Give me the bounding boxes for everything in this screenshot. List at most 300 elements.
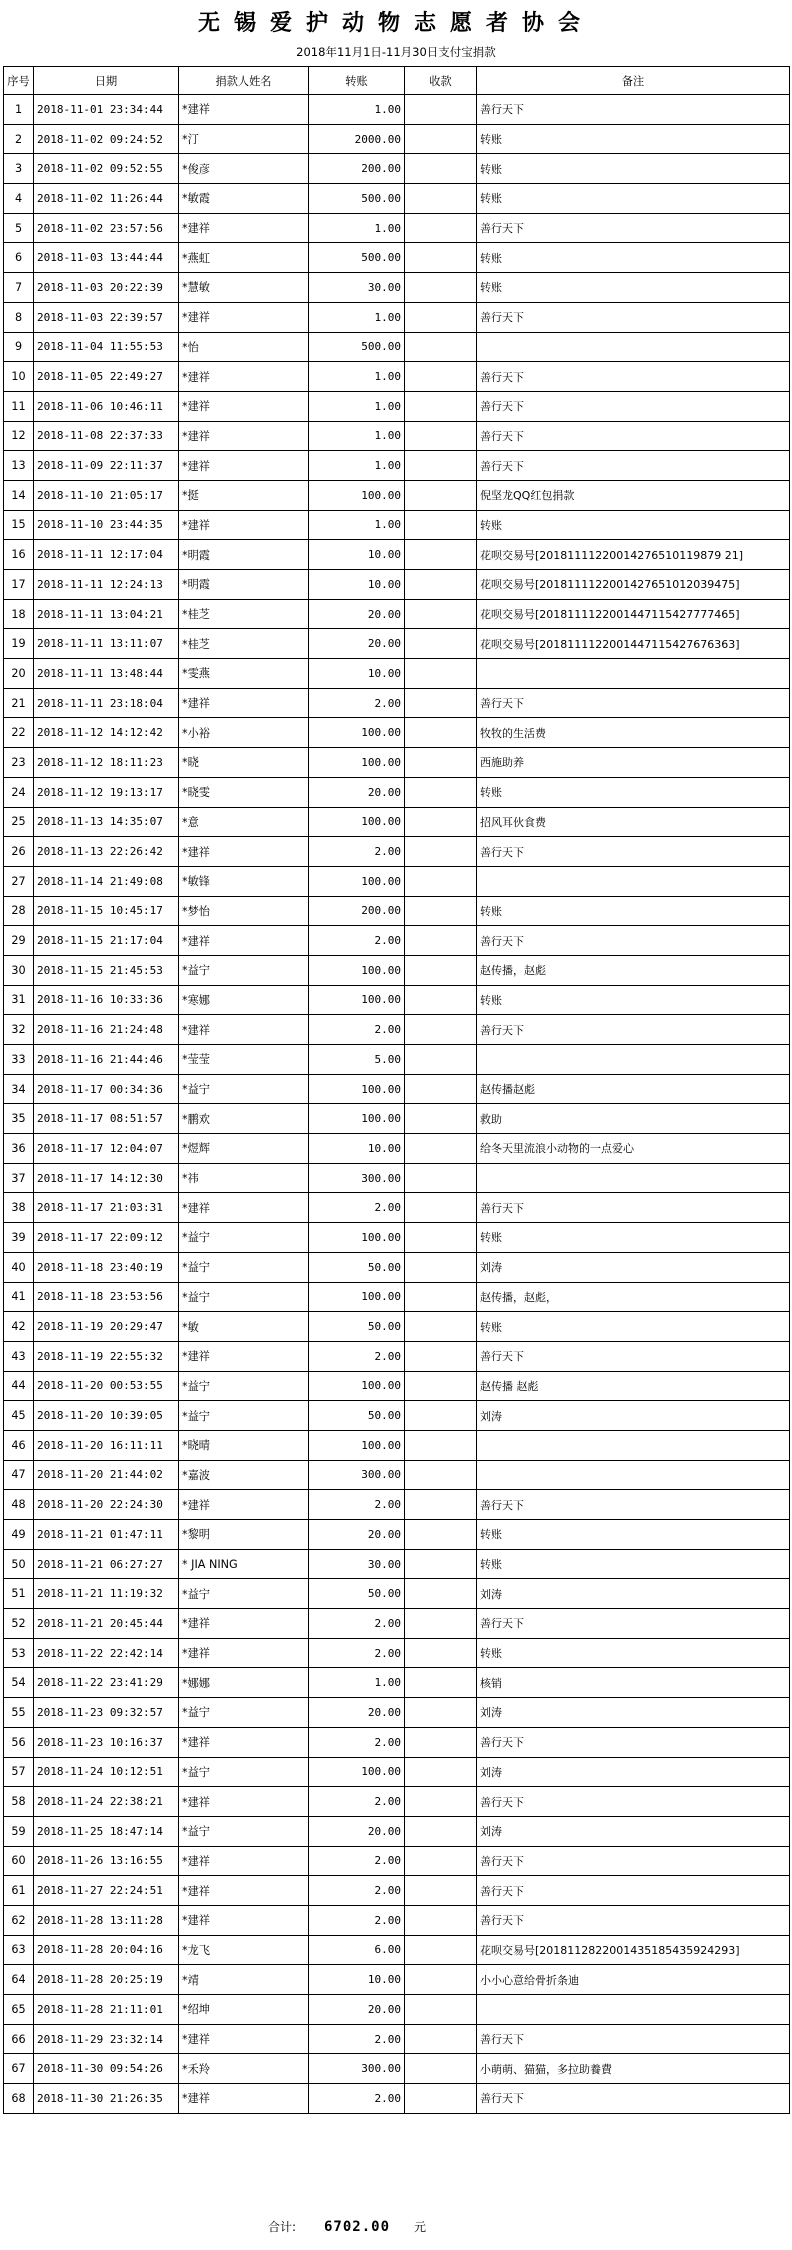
cell-seq: 59 — [4, 1816, 34, 1846]
table-row — [4, 480, 790, 510]
cell-cash — [405, 1134, 477, 1164]
cell-date: 2018-11-15 21:17:04 — [34, 926, 179, 956]
cell-note: 赵传播，赵彪， — [477, 1282, 790, 1312]
cell-note: 小萌萌、猫猫，多拉助養費 — [477, 2054, 790, 2084]
cell-cash — [405, 1787, 477, 1817]
cell-cash — [405, 124, 477, 154]
cell-note: 花呗交易号[2018111122001447115427777465] — [477, 599, 790, 629]
cell-seq: 30 — [4, 955, 34, 985]
cell-transfer: 1.00 — [309, 302, 405, 332]
cell-seq: 2 — [4, 124, 34, 154]
cell-note: 善行天下 — [477, 688, 790, 718]
cell-note: 刘涛 — [477, 1698, 790, 1728]
cell-name: *意 — [179, 807, 309, 837]
cell-note: 转账 — [477, 184, 790, 214]
cell-date: 2018-11-13 14:35:07 — [34, 807, 179, 837]
cell-cash — [405, 1104, 477, 1134]
cell-date: 2018-11-28 20:25:19 — [34, 1965, 179, 1995]
cell-seq: 17 — [4, 570, 34, 600]
cell-transfer: 2.00 — [309, 2024, 405, 2054]
cell-transfer: 20.00 — [309, 777, 405, 807]
cell-transfer: 2.00 — [309, 1905, 405, 1935]
cell-transfer: 100.00 — [309, 866, 405, 896]
cell-date: 2018-11-21 01:47:11 — [34, 1520, 179, 1550]
cell-date: 2018-11-11 23:18:04 — [34, 688, 179, 718]
cell-transfer: 1.00 — [309, 362, 405, 392]
cell-cash — [405, 1757, 477, 1787]
table-row — [4, 1282, 790, 1312]
cell-transfer: 10.00 — [309, 570, 405, 600]
cell-cash — [405, 570, 477, 600]
cell-name: *燕虹 — [179, 243, 309, 273]
table-row — [4, 1252, 790, 1282]
table-row — [4, 1520, 790, 1550]
cell-date: 2018-11-02 09:52:55 — [34, 154, 179, 184]
cell-transfer: 30.00 — [309, 273, 405, 303]
cell-name: *明霞 — [179, 540, 309, 570]
cell-note — [477, 659, 790, 689]
table-row — [4, 866, 790, 896]
cell-date: 2018-11-09 22:11:37 — [34, 451, 179, 481]
cell-name: *益宁 — [179, 1074, 309, 1104]
cell-date: 2018-11-26 13:16:55 — [34, 1846, 179, 1876]
cell-date: 2018-11-04 11:55:53 — [34, 332, 179, 362]
table-row — [4, 926, 790, 956]
cell-date: 2018-11-10 23:44:35 — [34, 510, 179, 540]
cell-note: 刘涛 — [477, 1816, 790, 1846]
cell-transfer: 20.00 — [309, 599, 405, 629]
cell-date: 2018-11-11 13:48:44 — [34, 659, 179, 689]
cell-note: 善行天下 — [477, 1727, 790, 1757]
cell-note — [477, 866, 790, 896]
cell-cash — [405, 1638, 477, 1668]
cell-cash — [405, 1816, 477, 1846]
cell-cash — [405, 777, 477, 807]
cell-transfer: 2.00 — [309, 1787, 405, 1817]
cell-seq: 62 — [4, 1905, 34, 1935]
cell-transfer: 2.00 — [309, 1727, 405, 1757]
cell-note: 转账 — [477, 1549, 790, 1579]
table-row — [4, 273, 790, 303]
table-row — [4, 629, 790, 659]
cell-transfer: 300.00 — [309, 1163, 405, 1193]
cell-seq: 26 — [4, 837, 34, 867]
cell-name: *明霞 — [179, 570, 309, 600]
cell-note: 赵传播，赵彪 — [477, 955, 790, 985]
cell-name: *煜辉 — [179, 1134, 309, 1164]
table-row — [4, 1579, 790, 1609]
cell-cash — [405, 1282, 477, 1312]
header-cash: 收款 — [405, 67, 477, 95]
cell-seq: 1 — [4, 95, 34, 125]
cell-note: 花呗交易号[2018111122001447115427676363] — [477, 629, 790, 659]
cell-transfer: 2.00 — [309, 837, 405, 867]
cell-cash — [405, 421, 477, 451]
cell-cash — [405, 154, 477, 184]
cell-date: 2018-11-24 10:12:51 — [34, 1757, 179, 1787]
cell-transfer: 10.00 — [309, 1134, 405, 1164]
cell-cash — [405, 362, 477, 392]
cell-note: 救助 — [477, 1104, 790, 1134]
cell-transfer: 2.00 — [309, 1341, 405, 1371]
cell-seq: 49 — [4, 1520, 34, 1550]
cell-seq: 55 — [4, 1698, 34, 1728]
cell-transfer: 20.00 — [309, 1816, 405, 1846]
cell-note: 善行天下 — [477, 926, 790, 956]
cell-seq: 28 — [4, 896, 34, 926]
cell-note: 转账 — [477, 777, 790, 807]
header-name: 捐款人姓名 — [179, 67, 309, 95]
cell-transfer: 2.00 — [309, 1609, 405, 1639]
cell-date: 2018-11-17 22:09:12 — [34, 1223, 179, 1253]
table-row — [4, 570, 790, 600]
cell-date: 2018-11-21 11:19:32 — [34, 1579, 179, 1609]
cell-name: *挺 — [179, 480, 309, 510]
cell-cash — [405, 1490, 477, 1520]
cell-date: 2018-11-20 10:39:05 — [34, 1401, 179, 1431]
cell-seq: 16 — [4, 540, 34, 570]
cell-seq: 44 — [4, 1371, 34, 1401]
table-row — [4, 896, 790, 926]
cell-date: 2018-11-10 21:05:17 — [34, 480, 179, 510]
table-row — [4, 688, 790, 718]
cell-cash — [405, 451, 477, 481]
cell-cash — [405, 1223, 477, 1253]
cell-name: * JIA NING — [179, 1549, 309, 1579]
cell-note: 善行天下 — [477, 302, 790, 332]
cell-transfer: 100.00 — [309, 480, 405, 510]
table-row — [4, 332, 790, 362]
table-body — [4, 95, 790, 2114]
cell-date: 2018-11-11 13:04:21 — [34, 599, 179, 629]
cell-cash — [405, 807, 477, 837]
cell-note: 善行天下 — [477, 1193, 790, 1223]
table-row — [4, 95, 790, 125]
cell-date: 2018-11-03 22:39:57 — [34, 302, 179, 332]
cell-seq: 3 — [4, 154, 34, 184]
cell-transfer: 300.00 — [309, 1460, 405, 1490]
cell-seq: 9 — [4, 332, 34, 362]
cell-name: *建祥 — [179, 2084, 309, 2114]
cell-note — [477, 1460, 790, 1490]
cell-note: 转账 — [477, 896, 790, 926]
cell-cash — [405, 629, 477, 659]
cell-seq: 52 — [4, 1609, 34, 1639]
cell-seq: 54 — [4, 1668, 34, 1698]
cell-seq: 36 — [4, 1134, 34, 1164]
cell-cash — [405, 896, 477, 926]
cell-date: 2018-11-20 00:53:55 — [34, 1371, 179, 1401]
cell-transfer: 10.00 — [309, 540, 405, 570]
cell-cash — [405, 866, 477, 896]
cell-transfer: 30.00 — [309, 1549, 405, 1579]
cell-cash — [405, 1045, 477, 1075]
cell-seq: 39 — [4, 1223, 34, 1253]
table-row — [4, 1965, 790, 1995]
cell-seq: 50 — [4, 1549, 34, 1579]
table-row — [4, 1490, 790, 1520]
cell-note: 给冬天里流浪小动物的一点爱心 — [477, 1134, 790, 1164]
cell-cash — [405, 1401, 477, 1431]
cell-date: 2018-11-17 08:51:57 — [34, 1104, 179, 1134]
cell-transfer: 5.00 — [309, 1045, 405, 1075]
cell-transfer: 20.00 — [309, 1995, 405, 2025]
table-header-row — [4, 67, 790, 95]
cell-transfer: 2.00 — [309, 1876, 405, 1906]
cell-seq: 60 — [4, 1846, 34, 1876]
cell-name: *建祥 — [179, 302, 309, 332]
cell-cash — [405, 1341, 477, 1371]
table-row — [4, 2084, 790, 2114]
cell-date: 2018-11-13 22:26:42 — [34, 837, 179, 867]
table-row — [4, 1163, 790, 1193]
header-transfer: 转账 — [309, 67, 405, 95]
total-label: 合计: — [268, 2220, 297, 2234]
cell-seq: 64 — [4, 1965, 34, 1995]
cell-cash — [405, 391, 477, 421]
cell-date: 2018-11-17 00:34:36 — [34, 1074, 179, 1104]
cell-cash — [405, 688, 477, 718]
table-row — [4, 955, 790, 985]
cell-seq: 65 — [4, 1995, 34, 2025]
cell-transfer: 20.00 — [309, 1520, 405, 1550]
table-row — [4, 362, 790, 392]
cell-seq: 22 — [4, 718, 34, 748]
table-row — [4, 510, 790, 540]
cell-cash — [405, 1520, 477, 1550]
cell-cash — [405, 1905, 477, 1935]
cell-date: 2018-11-02 09:24:52 — [34, 124, 179, 154]
cell-seq: 38 — [4, 1193, 34, 1223]
cell-name: *龙飞 — [179, 1935, 309, 1965]
cell-note: 倪坚龙QQ红包捐款 — [477, 480, 790, 510]
cell-cash — [405, 2024, 477, 2054]
cell-transfer: 1.00 — [309, 451, 405, 481]
cell-note: 善行天下 — [477, 1787, 790, 1817]
cell-name: *建祥 — [179, 1787, 309, 1817]
cell-name: *益宁 — [179, 955, 309, 985]
cell-seq: 19 — [4, 629, 34, 659]
cell-seq: 25 — [4, 807, 34, 837]
cell-seq: 4 — [4, 184, 34, 214]
cell-transfer: 500.00 — [309, 332, 405, 362]
cell-cash — [405, 480, 477, 510]
table-row — [4, 451, 790, 481]
cell-transfer: 100.00 — [309, 718, 405, 748]
cell-cash — [405, 1193, 477, 1223]
cell-cash — [405, 1163, 477, 1193]
cell-date: 2018-11-25 18:47:14 — [34, 1816, 179, 1846]
cell-note: 转账 — [477, 1638, 790, 1668]
cell-seq: 5 — [4, 213, 34, 243]
total-unit: 元 — [414, 2220, 427, 2234]
cell-cash — [405, 926, 477, 956]
cell-date: 2018-11-19 22:55:32 — [34, 1341, 179, 1371]
cell-name: *禾羚 — [179, 2054, 309, 2084]
cell-note: 善行天下 — [477, 2024, 790, 2054]
cell-name: *梦怡 — [179, 896, 309, 926]
cell-note: 招风耳伙食费 — [477, 807, 790, 837]
cell-name: *汀 — [179, 124, 309, 154]
cell-note: 转账 — [477, 1223, 790, 1253]
cell-name: *建祥 — [179, 391, 309, 421]
table-row — [4, 777, 790, 807]
table-row — [4, 748, 790, 778]
cell-note: 刘涛 — [477, 1252, 790, 1282]
cell-date: 2018-11-16 21:44:46 — [34, 1045, 179, 1075]
cell-date: 2018-11-21 06:27:27 — [34, 1549, 179, 1579]
cell-cash — [405, 837, 477, 867]
table-row — [4, 124, 790, 154]
cell-name: *益宁 — [179, 1282, 309, 1312]
cell-note: 善行天下 — [477, 421, 790, 451]
cell-cash — [405, 1549, 477, 1579]
cell-date: 2018-11-11 13:11:07 — [34, 629, 179, 659]
cell-cash — [405, 955, 477, 985]
cell-seq: 40 — [4, 1252, 34, 1282]
table-row — [4, 599, 790, 629]
cell-seq: 51 — [4, 1579, 34, 1609]
cell-transfer: 100.00 — [309, 1757, 405, 1787]
table-row — [4, 1193, 790, 1223]
table-row — [4, 1460, 790, 1490]
cell-date: 2018-11-16 10:33:36 — [34, 985, 179, 1015]
cell-name: *建祥 — [179, 1490, 309, 1520]
cell-seq: 23 — [4, 748, 34, 778]
cell-transfer: 1.00 — [309, 95, 405, 125]
cell-note: 西施助养 — [477, 748, 790, 778]
cell-cash — [405, 243, 477, 273]
cell-cash — [405, 1430, 477, 1460]
cell-name: *寒娜 — [179, 985, 309, 1015]
table-row — [4, 1223, 790, 1253]
table-row — [4, 837, 790, 867]
cell-transfer: 1.00 — [309, 510, 405, 540]
table-row — [4, 1638, 790, 1668]
table-row — [4, 1787, 790, 1817]
cell-note: 刘涛 — [477, 1401, 790, 1431]
cell-transfer: 1.00 — [309, 391, 405, 421]
cell-transfer: 20.00 — [309, 629, 405, 659]
cell-date: 2018-11-29 23:32:14 — [34, 2024, 179, 2054]
cell-transfer: 500.00 — [309, 184, 405, 214]
cell-date: 2018-11-02 11:26:44 — [34, 184, 179, 214]
cell-note: 转账 — [477, 124, 790, 154]
cell-note: 转账 — [477, 510, 790, 540]
cell-date: 2018-11-03 13:44:44 — [34, 243, 179, 273]
cell-seq: 46 — [4, 1430, 34, 1460]
cell-seq: 68 — [4, 2084, 34, 2114]
cell-date: 2018-11-24 22:38:21 — [34, 1787, 179, 1817]
table-row — [4, 1698, 790, 1728]
table-row — [4, 1846, 790, 1876]
cell-seq: 67 — [4, 2054, 34, 2084]
cell-cash — [405, 1995, 477, 2025]
cell-name: *建祥 — [179, 2024, 309, 2054]
cell-name: *建祥 — [179, 1876, 309, 1906]
cell-cash — [405, 1252, 477, 1282]
table-row — [4, 1727, 790, 1757]
cell-seq: 10 — [4, 362, 34, 392]
cell-transfer: 6.00 — [309, 1935, 405, 1965]
cell-seq: 32 — [4, 1015, 34, 1045]
cell-note: 小小心意给骨折条迪 — [477, 1965, 790, 1995]
cell-note: 善行天下 — [477, 1609, 790, 1639]
cell-name: *建祥 — [179, 421, 309, 451]
cell-name: *益宁 — [179, 1223, 309, 1253]
header-date: 日期 — [34, 67, 179, 95]
cell-note: 花呗交易号[2018111122001427651012039475] — [477, 570, 790, 600]
cell-name: *建祥 — [179, 362, 309, 392]
cell-name: *益宁 — [179, 1371, 309, 1401]
page-subtitle: 2018年11月1日-11月30日支付宝捐款 — [296, 45, 496, 59]
cell-note — [477, 332, 790, 362]
cell-seq: 56 — [4, 1727, 34, 1757]
cell-date: 2018-11-28 21:11:01 — [34, 1995, 179, 2025]
cell-date: 2018-11-23 09:32:57 — [34, 1698, 179, 1728]
cell-cash — [405, 302, 477, 332]
cell-cash — [405, 599, 477, 629]
cell-name: *慧敏 — [179, 273, 309, 303]
cell-name: *建祥 — [179, 95, 309, 125]
cell-cash — [405, 1074, 477, 1104]
cell-note: 转账 — [477, 1312, 790, 1342]
total-amount: 6702.00 — [324, 2219, 391, 2235]
cell-transfer: 2.00 — [309, 1490, 405, 1520]
cell-seq: 11 — [4, 391, 34, 421]
cell-date: 2018-11-15 10:45:17 — [34, 896, 179, 926]
cell-date: 2018-11-05 22:49:27 — [34, 362, 179, 392]
cell-cash — [405, 1965, 477, 1995]
cell-seq: 63 — [4, 1935, 34, 1965]
cell-transfer: 2000.00 — [309, 124, 405, 154]
cell-seq: 8 — [4, 302, 34, 332]
cell-transfer: 100.00 — [309, 955, 405, 985]
cell-note: 转账 — [477, 243, 790, 273]
cell-seq: 37 — [4, 1163, 34, 1193]
table-row — [4, 807, 790, 837]
cell-note: 转账 — [477, 154, 790, 184]
cell-transfer: 100.00 — [309, 1371, 405, 1401]
cell-seq: 41 — [4, 1282, 34, 1312]
cell-name: *建祥 — [179, 926, 309, 956]
cell-name: *建祥 — [179, 510, 309, 540]
cell-date: 2018-11-14 21:49:08 — [34, 866, 179, 896]
cell-note: 善行天下 — [477, 95, 790, 125]
cell-note — [477, 1045, 790, 1075]
cell-note: 花呗交易号[2018112822001435185435924293] — [477, 1935, 790, 1965]
cell-name: *雯燕 — [179, 659, 309, 689]
cell-date: 2018-11-08 22:37:33 — [34, 421, 179, 451]
cell-transfer: 50.00 — [309, 1401, 405, 1431]
cell-name: *益宁 — [179, 1757, 309, 1787]
cell-name: *益宁 — [179, 1401, 309, 1431]
cell-cash — [405, 718, 477, 748]
cell-note: 刘涛 — [477, 1579, 790, 1609]
table-row — [4, 1015, 790, 1045]
cell-note: 赵传播 赵彪 — [477, 1371, 790, 1401]
table-row — [4, 1341, 790, 1371]
cell-seq: 45 — [4, 1401, 34, 1431]
cell-transfer: 100.00 — [309, 1223, 405, 1253]
cell-seq: 47 — [4, 1460, 34, 1490]
table-row — [4, 1074, 790, 1104]
table-row — [4, 1045, 790, 1075]
cell-name: *绍坤 — [179, 1995, 309, 2025]
cell-transfer: 100.00 — [309, 1104, 405, 1134]
cell-cash — [405, 95, 477, 125]
cell-date: 2018-11-17 14:12:30 — [34, 1163, 179, 1193]
